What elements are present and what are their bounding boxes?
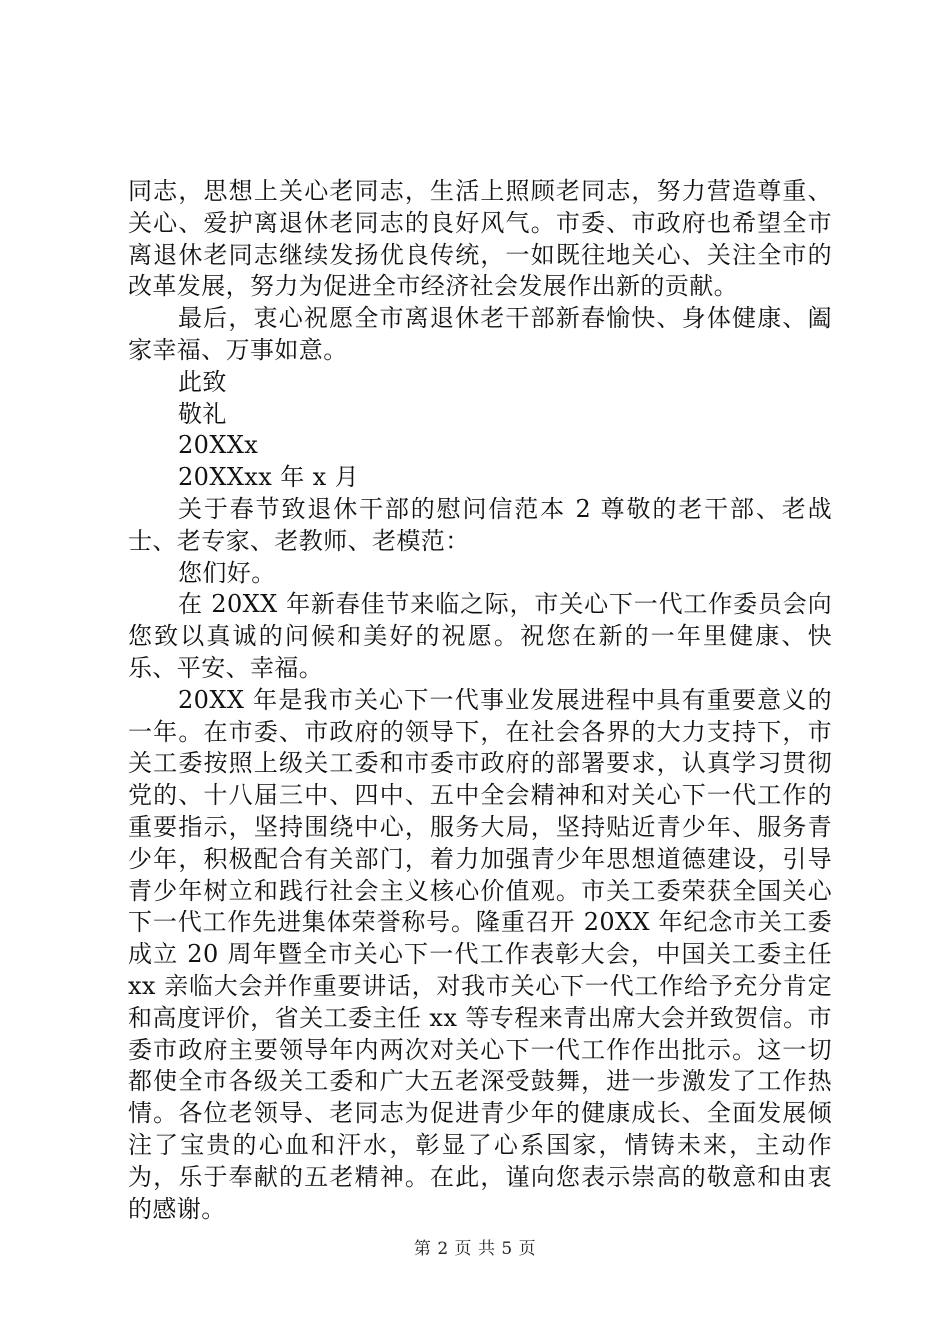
paragraph-greeting: 您们好。 <box>178 558 276 587</box>
signature-sender: 20XXx <box>178 431 259 460</box>
paragraph-closing-wishes: 最后，衷心祝愿全市离退休老干部新春愉快、身体健康、阖家幸福、万事如意。 <box>128 304 832 364</box>
paragraph-continuation: 同志，思想上关心老同志，生活上照顾老同志，努力营造尊重、关心、爱护离退休老同志的良好风气。市委、市政府也希望全市离退休老同志继续发扬优良传统，一如既往地关心、关注全市的改革发展，努力为促进全市经济社会发展作出新的贡献。 <box>128 177 832 301</box>
document-body <box>128 176 832 1225</box>
paragraph-year-review: 20XX 年是我市关心下一代事业发展进程中具有重要意义的一年。在市委、市政府的领导下，在社会各界的大力支持下，市关工委按照上级关工委和市委市政府的部署要求，认真学习贯彻党的、十八届三中、四中、五中全会精神和对关心下一代工作的重要指示，坚持围绕中心，服务大局，坚持贴近青少年、服务青少年，积极配合有关部门，着力加强青少年思想道德建设，引导青少年树立和践行社会主义核心价值观。市关工委荣获全国关心下一代工作先进集体荣誉称号。隆重召开 20XX 年纪念市关工委成立 20 周年暨全市关心下一代工作表彰大会，中国关工委主任 xx 亲临大会并作重要讲话，对我市关心下一代工作给予充分肯定和高度评价，省关工委主任 xx 等专程来青出席大会并致贺信。市委市政府主要领导年内两次对关心下一代工作作出批示。这一切都使全市各级关工委和广大五老深受鼓舞，进一步激发了工作热情。各位老领导、老同志为促进青少年的健康成长、全面发展倾注了宝贵的心血和汗水，彰显了心系国家，情铸未来，主动作为，乐于奉献的五老精神。在此，谨向您表示崇高的敬意和由衷的感谢。 <box>128 685 832 1223</box>
salutation-cizhi: 此致 <box>178 367 227 396</box>
page-footer: 第 2 页 共 5 页 <box>413 1239 537 1259</box>
paragraph-new-year-wishes: 在 20XX 年新春佳节来临之际，市关心下一代工作委员会向您致以真诚的问候和美好的祝愿。祝您在新的一年里健康、快乐、平安、幸福。 <box>128 590 832 682</box>
salutation-jingli: 敬礼 <box>178 399 227 428</box>
paragraph-letter2-heading: 关于春节致退休干部的慰问信范本 2 尊敬的老干部、老战士、老专家、老教师、老模范： <box>128 494 832 555</box>
signature-date: 20XXxx 年 x 月 <box>178 463 360 492</box>
